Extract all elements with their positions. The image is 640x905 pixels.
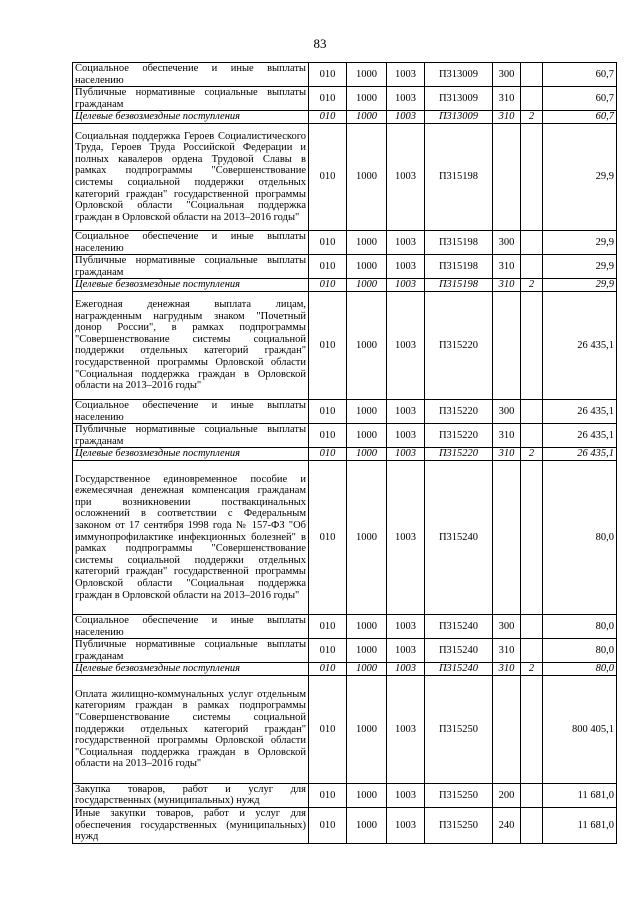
table-row [73,399,617,423]
kosgu-code [521,675,543,783]
budget-table-body [73,63,617,844]
expense-type-code [493,675,521,783]
amount: 29,9 [543,255,617,279]
table-row [73,123,617,230]
row-name: Целевые безвозмездные поступления [73,663,309,676]
table-row [73,87,617,111]
section-code: 1000 [347,448,387,461]
amount: 60,7 [543,87,617,111]
subsection-code: 1003 [387,448,425,461]
expense-type-code: 300 [493,63,521,87]
target-article-code: П313009 [425,87,493,111]
target-article-code: П315198 [425,230,493,254]
ministry-code: 010 [309,663,347,676]
amount: 60,7 [543,111,617,124]
section-code: 1000 [347,279,387,292]
kosgu-code [521,87,543,111]
subsection-code: 1003 [387,783,425,807]
expense-type-code: 310 [493,111,521,124]
kosgu-code: 2 [521,663,543,676]
expense-type-code: 310 [493,87,521,111]
budget-table [72,62,617,844]
row-name: Социальная поддержка Героев Социалистического Труда, Героев Труда Российской Федерации и полных кавалеров ордена Трудовой Славы в рамках подпрограммы "Совершенствование системы социальной поддержки отдельных категорий граждан" государственной программы Орловской области "Социальная поддержка граждан в Орловской области на 2013–2016 годы" [73,123,309,230]
target-article-code: П315220 [425,424,493,448]
kosgu-code [521,808,543,844]
amount: 80,0 [543,460,617,614]
amount: 29,9 [543,279,617,292]
kosgu-code [521,399,543,423]
target-article-code: П315240 [425,639,493,663]
amount: 26 435,1 [543,448,617,461]
kosgu-code: 2 [521,111,543,124]
row-name: Публичные нормативные социальные выплаты гражданам [73,639,309,663]
amount: 80,0 [543,639,617,663]
subsection-code: 1003 [387,123,425,230]
expense-type-code: 310 [493,639,521,663]
target-article-code: П315198 [425,279,493,292]
subsection-code: 1003 [387,808,425,844]
subsection-code: 1003 [387,675,425,783]
ministry-code: 010 [309,291,347,399]
row-name: Оплата жилищно-коммунальных услуг отдельным категориям граждан в рамках подпрограммы "Совершенствование системы социальной поддержки отдельных категорий граждан" государственной программы Орловской области "Социальная поддержка граждан в Орловской области на 2013–2016 годы" [73,675,309,783]
kosgu-code [521,639,543,663]
table-row [73,63,617,87]
kosgu-code [521,783,543,807]
row-name: Публичные нормативные социальные выплаты гражданам [73,424,309,448]
section-code: 1000 [347,123,387,230]
amount: 11 681,0 [543,808,617,844]
ministry-code: 010 [309,255,347,279]
expense-type-code: 310 [493,448,521,461]
section-code: 1000 [347,614,387,638]
subsection-code: 1003 [387,291,425,399]
expense-type-code [493,123,521,230]
kosgu-code [521,255,543,279]
expense-type-code [493,460,521,614]
expense-type-code: 310 [493,424,521,448]
kosgu-code [521,424,543,448]
row-name: Целевые безвозмездные поступления [73,111,309,124]
ministry-code: 010 [309,639,347,663]
amount: 26 435,1 [543,399,617,423]
expense-type-code: 300 [493,230,521,254]
ministry-code: 010 [309,783,347,807]
amount: 800 405,1 [543,675,617,783]
section-code: 1000 [347,783,387,807]
section-code: 1000 [347,63,387,87]
section-code: 1000 [347,255,387,279]
kosgu-code: 2 [521,448,543,461]
row-name: Публичные нормативные социальные выплаты гражданам [73,255,309,279]
table-row [73,639,617,663]
subsection-code: 1003 [387,230,425,254]
ministry-code: 010 [309,87,347,111]
table-row-target-receipts [73,448,617,461]
row-name: Целевые безвозмездные поступления [73,279,309,292]
kosgu-code [521,63,543,87]
row-name: Публичные нормативные социальные выплаты гражданам [73,87,309,111]
ministry-code: 010 [309,614,347,638]
expense-type-code: 310 [493,255,521,279]
target-article-code: П315240 [425,460,493,614]
row-name: Государственное единовременное пособие и ежемесячная денежная компенсация гражданам при возникновении поствакцинальных осложнений в соответствии с Федеральным законом от 17 сентября 1998 года № 157-ФЗ "Об иммунопрофилактике инфекционных болезней" в рамках подпрограммы "Совершенствование системы социальной поддержки отдельных категорий граждан" государственной программы Орловской области "Социальная поддержка граждан в Орловской области на 2013–2016 годы" [73,460,309,614]
kosgu-code [521,614,543,638]
kosgu-code [521,123,543,230]
table-row [73,783,617,807]
subsection-code: 1003 [387,87,425,111]
expense-type-code: 310 [493,279,521,292]
subsection-code: 1003 [387,424,425,448]
section-code: 1000 [347,460,387,614]
table-row-target-receipts [73,663,617,676]
target-article-code: П315220 [425,448,493,461]
amount: 80,0 [543,614,617,638]
amount: 80,0 [543,663,617,676]
amount: 26 435,1 [543,424,617,448]
table-row-target-receipts [73,279,617,292]
amount: 26 435,1 [543,291,617,399]
table-row [73,808,617,844]
kosgu-code [521,460,543,614]
table-row [73,291,617,399]
expense-type-code: 240 [493,808,521,844]
table-row [73,675,617,783]
section-code: 1000 [347,639,387,663]
subsection-code: 1003 [387,279,425,292]
section-code: 1000 [347,399,387,423]
section-code: 1000 [347,663,387,676]
target-article-code: П315198 [425,123,493,230]
table-row [73,230,617,254]
subsection-code: 1003 [387,614,425,638]
row-name: Иные закупки товаров, работ и услуг для обеспечения государственных (муниципальных) нужд [73,808,309,844]
kosgu-code [521,291,543,399]
ministry-code: 010 [309,808,347,844]
subsection-code: 1003 [387,460,425,614]
subsection-code: 1003 [387,255,425,279]
section-code: 1000 [347,230,387,254]
ministry-code: 010 [309,448,347,461]
ministry-code: 010 [309,399,347,423]
target-article-code: П313009 [425,63,493,87]
row-name: Социальное обеспечение и иные выплаты населению [73,614,309,638]
amount: 11 681,0 [543,783,617,807]
section-code: 1000 [347,675,387,783]
row-name: Социальное обеспечение и иные выплаты населению [73,399,309,423]
section-code: 1000 [347,291,387,399]
target-article-code: П315240 [425,614,493,638]
expense-type-code: 300 [493,399,521,423]
ministry-code: 010 [309,279,347,292]
row-name: Ежегодная денежная выплата лицам, награжденным нагрудным знаком "Почетный донор России", в рамках подпрограммы "Совершенствование системы социальной поддержки отдельных категорий граждан" государственной программы Орловской области "Социальная поддержка граждан в Орловской области на 2013–2016 годы" [73,291,309,399]
ministry-code: 010 [309,123,347,230]
row-name: Целевые безвозмездные поступления [73,448,309,461]
target-article-code: П315250 [425,783,493,807]
target-article-code: П313009 [425,111,493,124]
expense-type-code: 200 [493,783,521,807]
target-article-code: П315240 [425,663,493,676]
ministry-code: 010 [309,424,347,448]
amount: 60,7 [543,63,617,87]
table-row [73,614,617,638]
ministry-code: 010 [309,63,347,87]
section-code: 1000 [347,87,387,111]
table-row [73,255,617,279]
target-article-code: П315250 [425,675,493,783]
kosgu-code: 2 [521,279,543,292]
table-row-target-receipts [73,111,617,124]
amount: 29,9 [543,123,617,230]
kosgu-code [521,230,543,254]
target-article-code: П315220 [425,399,493,423]
expense-type-code: 300 [493,614,521,638]
ministry-code: 010 [309,675,347,783]
expense-type-code: 310 [493,663,521,676]
ministry-code: 010 [309,111,347,124]
section-code: 1000 [347,808,387,844]
target-article-code: П315198 [425,255,493,279]
ministry-code: 010 [309,460,347,614]
section-code: 1000 [347,111,387,124]
ministry-code: 010 [309,230,347,254]
subsection-code: 1003 [387,639,425,663]
table-row [73,424,617,448]
subsection-code: 1003 [387,399,425,423]
section-code: 1000 [347,424,387,448]
row-name: Социальное обеспечение и иные выплаты населению [73,230,309,254]
row-name: Закупка товаров, работ и услуг для государственных (муниципальных) нужд [73,783,309,807]
subsection-code: 1003 [387,111,425,124]
subsection-code: 1003 [387,663,425,676]
expense-type-code [493,291,521,399]
page-number: 83 [313,36,327,51]
amount: 29,9 [543,230,617,254]
row-name: Социальное обеспечение и иные выплаты населению [73,63,309,87]
target-article-code: П315220 [425,291,493,399]
target-article-code: П315250 [425,808,493,844]
table-row [73,460,617,614]
subsection-code: 1003 [387,63,425,87]
